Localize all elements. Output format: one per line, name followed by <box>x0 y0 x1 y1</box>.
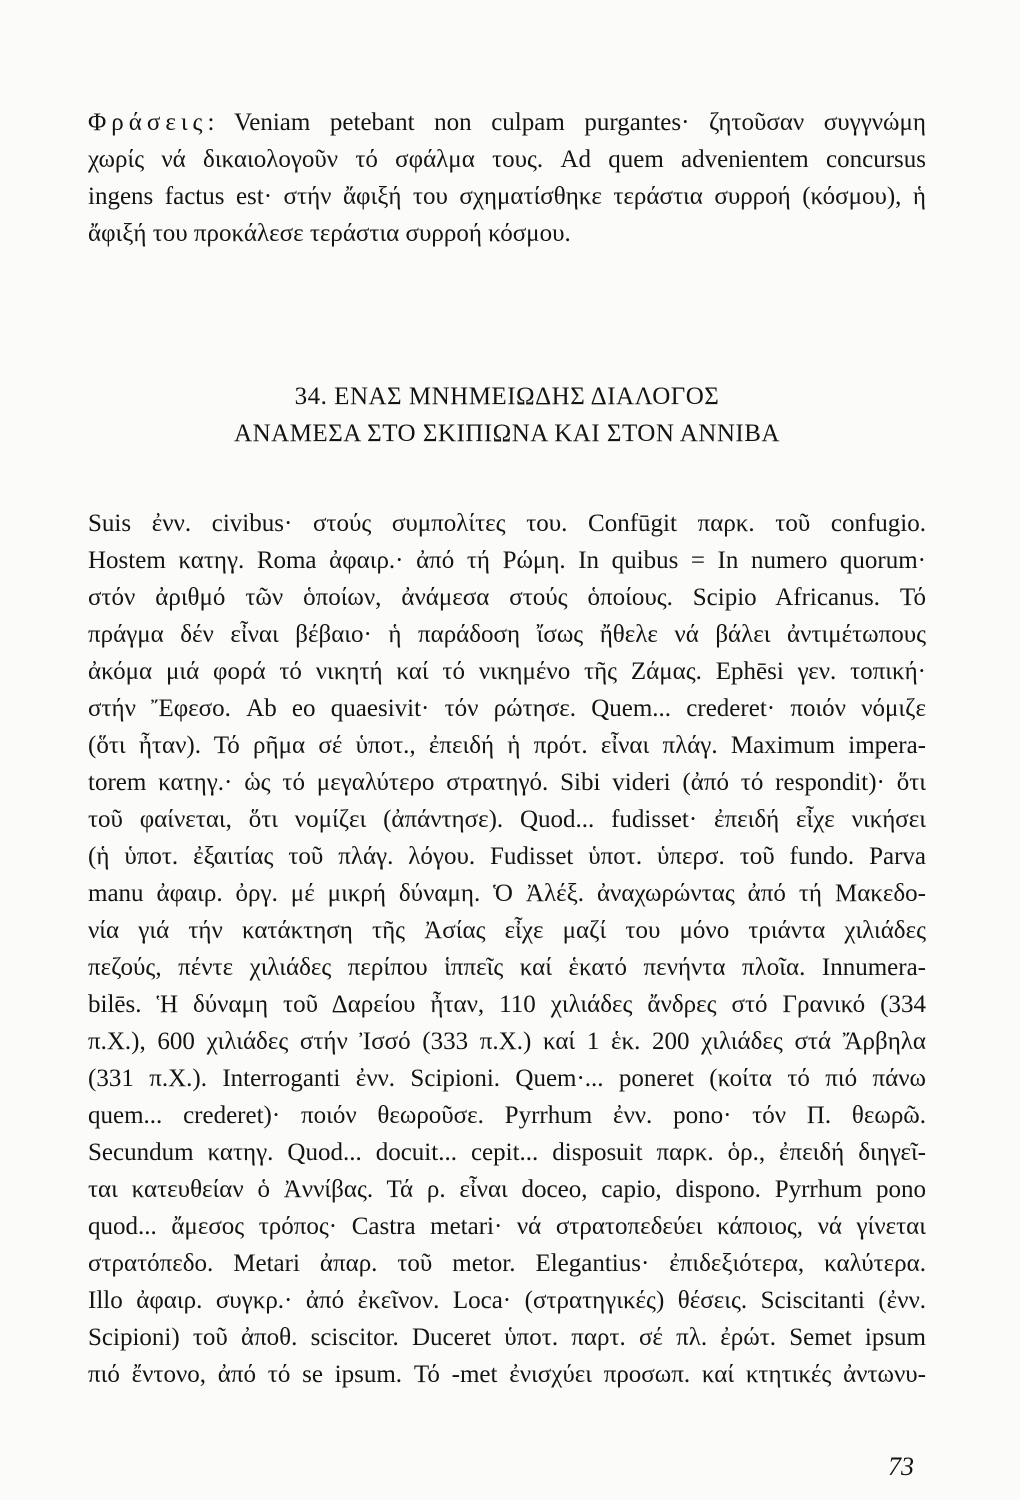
commentary-line: Suis ἐνν. civibus· στούς συμπολίτες του. Confūgit παρκ. τοῦ confugio. <box>88 510 926 537</box>
phrases-line-3: ingens factus est· στήν ἄφιξή του σχηματίσθηκε τεράστια συρροή (κόσμου), ἡ <box>88 183 926 210</box>
commentary-line: Illo ἀφαιρ. συγκρ.· ἀπό ἐκεῖνον. Loca· (στρατηγικές) θέσεις. Sciscitanti (ἐνν. <box>88 1287 926 1314</box>
commentary-line: πράγμα δέν εἶναι βέβαιο· ἡ παράδοση ἴσως ἤθελε νά βάλει ἀντιμέτωπους <box>88 621 926 648</box>
commentary-line: πιό ἔντονο, ἀπό τό se ipsum. Τό -met ἐνισχύει προσωπ. καί κτητικές ἀντωνυ- <box>88 1361 926 1388</box>
commentary-line: νία γιά τήν κατάκτηση τῆς Ἀσίας εἶχε μαζί του μόνο τριάντα χιλιάδες <box>88 917 926 944</box>
commentary-line: ἀκόμα μιά φορά τό νικητή καί τό νικημένο τῆς Ζάμας. Ephēsi γεν. τοπική· <box>88 658 926 685</box>
commentary-line: quem... crederet)· ποιόν θεωροῦσε. Pyrrhum ἐνν. pono· τόν Π. θεωρῶ. <box>88 1102 926 1129</box>
commentary-line: πεζούς, πέντε χιλιάδες περίπου ἱππεῖς καί ἑκατό πενήντα πλοῖα. Innumera- <box>88 954 926 981</box>
commentary-line: τοῦ φαίνεται, ὅτι νομίζει (ἀπάντησε). Quod... fudisset· ἐπειδή εἶχε νικήσει <box>88 806 926 833</box>
phrases-line-4: ἄφιξή του προκάλεσε τεράστια συρροή κόσμου. <box>88 220 571 247</box>
phrases-line-1 <box>88 104 926 141</box>
commentary-line: (ἡ ὑποτ. ἐξαιτίας τοῦ πλάγ. λόγου. Fudisset ὑποτ. ὑπερσ. τοῦ fundo. Parva <box>88 843 926 870</box>
page-number: 73 <box>888 1452 914 1481</box>
commentary-line: (331 π.Χ.). Interroganti ἐνν. Scipioni. Quem·... poneret (κοίτα τό πιό πάνω <box>88 1065 926 1092</box>
commentary-section <box>88 505 926 1393</box>
commentary-line: torem κατηγ.· ὡς τό μεγαλύτερο στρατηγό. Sibi videri (ἀπό τό respondit)· ὅτι <box>88 769 926 796</box>
chapter-title-line-2: ΑΝΑΜΕΣΑ ΣΤΟ ΣΚΙΠΙΩΝΑ ΚΑΙ ΣΤΟΝ ΑΝΝΙΒΑ <box>234 420 780 447</box>
commentary-line: Scipioni) τοῦ ἀποθ. sciscitor. Duceret ὑποτ. παρτ. σέ πλ. ἐρώτ. Semet ipsum <box>88 1324 926 1351</box>
commentary-line: (ὅτι ἦταν). Τό ρῆμα σέ ὑποτ., ἐπειδή ἡ πρότ. εἶναι πλάγ. Maximum impera- <box>88 732 926 759</box>
commentary-line: στόν ἀριθμό τῶν ὁποίων, ἀνάμεσα στούς ὁποίους. Scipio Africanus. Τό <box>88 584 926 611</box>
phrases-section <box>88 104 926 252</box>
chapter-title-line-1: 34. ΕΝΑΣ ΜΝΗΜΕΙΩΔΗΣ ΔΙΑΛΟΓΟΣ <box>294 383 720 410</box>
phrases-line-2: χωρίς νά δικαιολογοῦν τό σφάλμα τους. Ad quem advenientem concursus <box>88 146 926 173</box>
commentary-line: quod... ἄμεσος τρόπος· Castra metari· νά στρατοπεδεύει κάποιος, νά γίνεται <box>88 1213 926 1240</box>
commentary-line: π.Χ.), 600 χιλιάδες στήν Ἰσσό (333 π.Χ.) καί 1 ἑκ. 200 χιλιάδες στά Ἄρβηλα <box>88 1028 926 1055</box>
commentary-line: στρατόπεδο. Metari ἀπαρ. τοῦ metor. Elegantius· ἐπιδεξιότερα, καλύτερα. <box>88 1250 926 1277</box>
commentary-line: Hostem κατηγ. Roma ἀφαιρ.· ἀπό τή Ρώμη. In quibus = In numero quorum· <box>88 547 926 574</box>
phrases-line-1-text: : Veniam petebant non culpam purgantes· ζητοῦσαν συγγνώμη <box>207 109 926 136</box>
commentary-line: manu ἀφαιρ. ὀργ. μέ μικρή δύναμη. Ὁ Ἀλέξ. ἀναχωρώντας ἀπό τή Μακεδο- <box>88 880 926 907</box>
commentary-line: bilēs. Ἡ δύναμη τοῦ Δαρείου ἦταν, 110 χιλιάδες ἄνδρες στό Γρανικό (334 <box>88 991 926 1018</box>
commentary-line: Secundum κατηγ. Quod... docuit... cepit... disposuit παρκ. ὁρ., ἐπειδή διηγεῖ- <box>88 1139 926 1166</box>
phrases-label: Φράσεις <box>88 109 208 136</box>
commentary-line: ται κατευθείαν ὁ Ἀννίβας. Τά ρ. εἶναι doceo, capio, dispono. Pyrrhum pono <box>88 1176 926 1203</box>
commentary-line: στήν Ἔφεσο. Ab eo quaesivit· τόν ρώτησε. Quem... crederet· ποιόν νόμιζε <box>88 695 926 722</box>
